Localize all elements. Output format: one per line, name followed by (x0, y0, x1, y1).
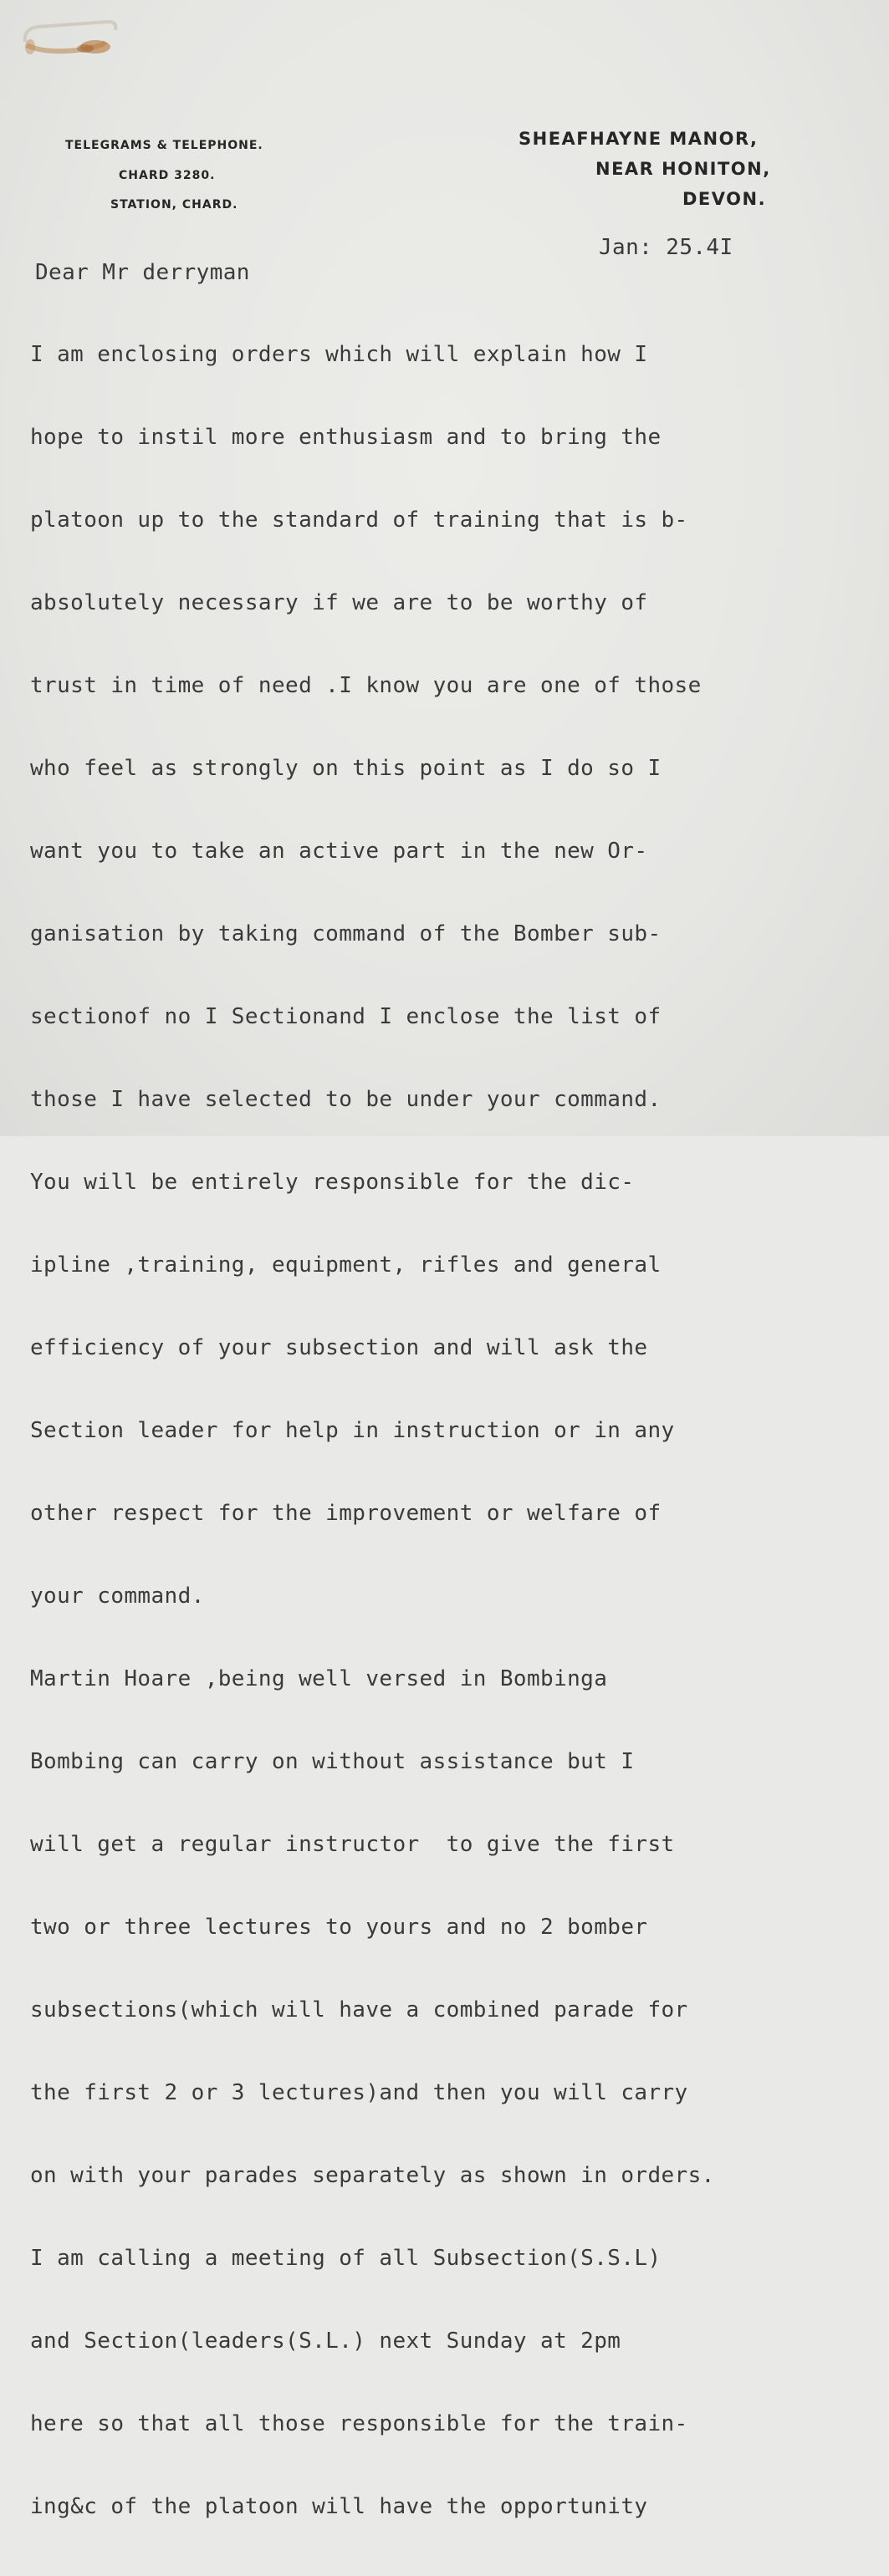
body-line: hope to instil more enthusiasm and to bring the (30, 425, 662, 450)
body-line: want you to take an active part in the new Or- (30, 839, 648, 864)
body-line: your command. (30, 1584, 205, 1609)
body-line: who feel as strongly on this point as I do so I (30, 756, 662, 781)
body-line: trust in time of need .I know you are one of those (30, 673, 702, 698)
body-line: ing&c of the platoon will have the opportunity (30, 2494, 648, 2519)
letter-body (30, 286, 875, 2576)
letterhead-telegrams-label: TELEGRAMS & TELEPHONE. (65, 139, 263, 152)
letter-salutation: Dear Mr derryman (35, 260, 250, 285)
body-line: I am calling a meeting of all Subsection(S.S.L) (30, 2246, 662, 2271)
letterhead-address-line-3: DEVON. (682, 189, 767, 209)
letter-date: Jan: 25.4I (599, 235, 733, 260)
body-line: and Section(leaders(S.L.) next Sunday at 2pm (30, 2329, 621, 2354)
letterhead-address-line-2: NEAR HONITON, (595, 159, 771, 179)
body-line: Section leader for help in instruction or in any (30, 1418, 675, 1443)
body-line: Bombing can carry on without assistance but I (30, 1749, 635, 1774)
body-line: absolutely necessary if we are to be worthy of (30, 590, 648, 615)
paperclip-rust-stain (18, 17, 119, 55)
body-line: ganisation by taking command of the Bomber sub- (30, 921, 662, 946)
body-line: here so that all those responsible for the train- (30, 2411, 688, 2436)
letterhead-station: STATION, CHARD. (110, 198, 238, 212)
body-line: efficiency of your subsection and will ask the (30, 1335, 648, 1360)
body-line: two or three lectures to yours and no 2 bomber (30, 1915, 648, 1940)
body-line: You will be entirely responsible for the dic- (30, 1170, 635, 1195)
body-line: I am enclosing orders which will explain how I (30, 342, 648, 367)
body-line: will get a regular instructor to give the first (30, 1832, 675, 1857)
body-line: the first 2 or 3 lectures)and then you will carry (30, 2080, 688, 2105)
body-line: platoon up to the standard of training that is b- (30, 508, 688, 533)
body-line: on with your parades separately as shown in orders. (30, 2163, 715, 2188)
letterhead-phone-number: CHARD 3280. (119, 169, 216, 182)
body-line: Martin Hoare ,being well versed in Bombinga (30, 1666, 608, 1691)
body-line: other respect for the improvement or welfare of (30, 1501, 662, 1526)
body-line: subsections(which will have a combined parade for (30, 1997, 688, 2023)
body-line: ipline ,training, equipment, rifles and general (30, 1252, 662, 1278)
letterhead-address-line-1: SHEAFHAYNE MANOR, (519, 129, 759, 149)
body-line: sectionof no I Sectionand I enclose the list of (30, 1004, 662, 1029)
body-line: those I have selected to be under your command. (30, 1087, 662, 1112)
